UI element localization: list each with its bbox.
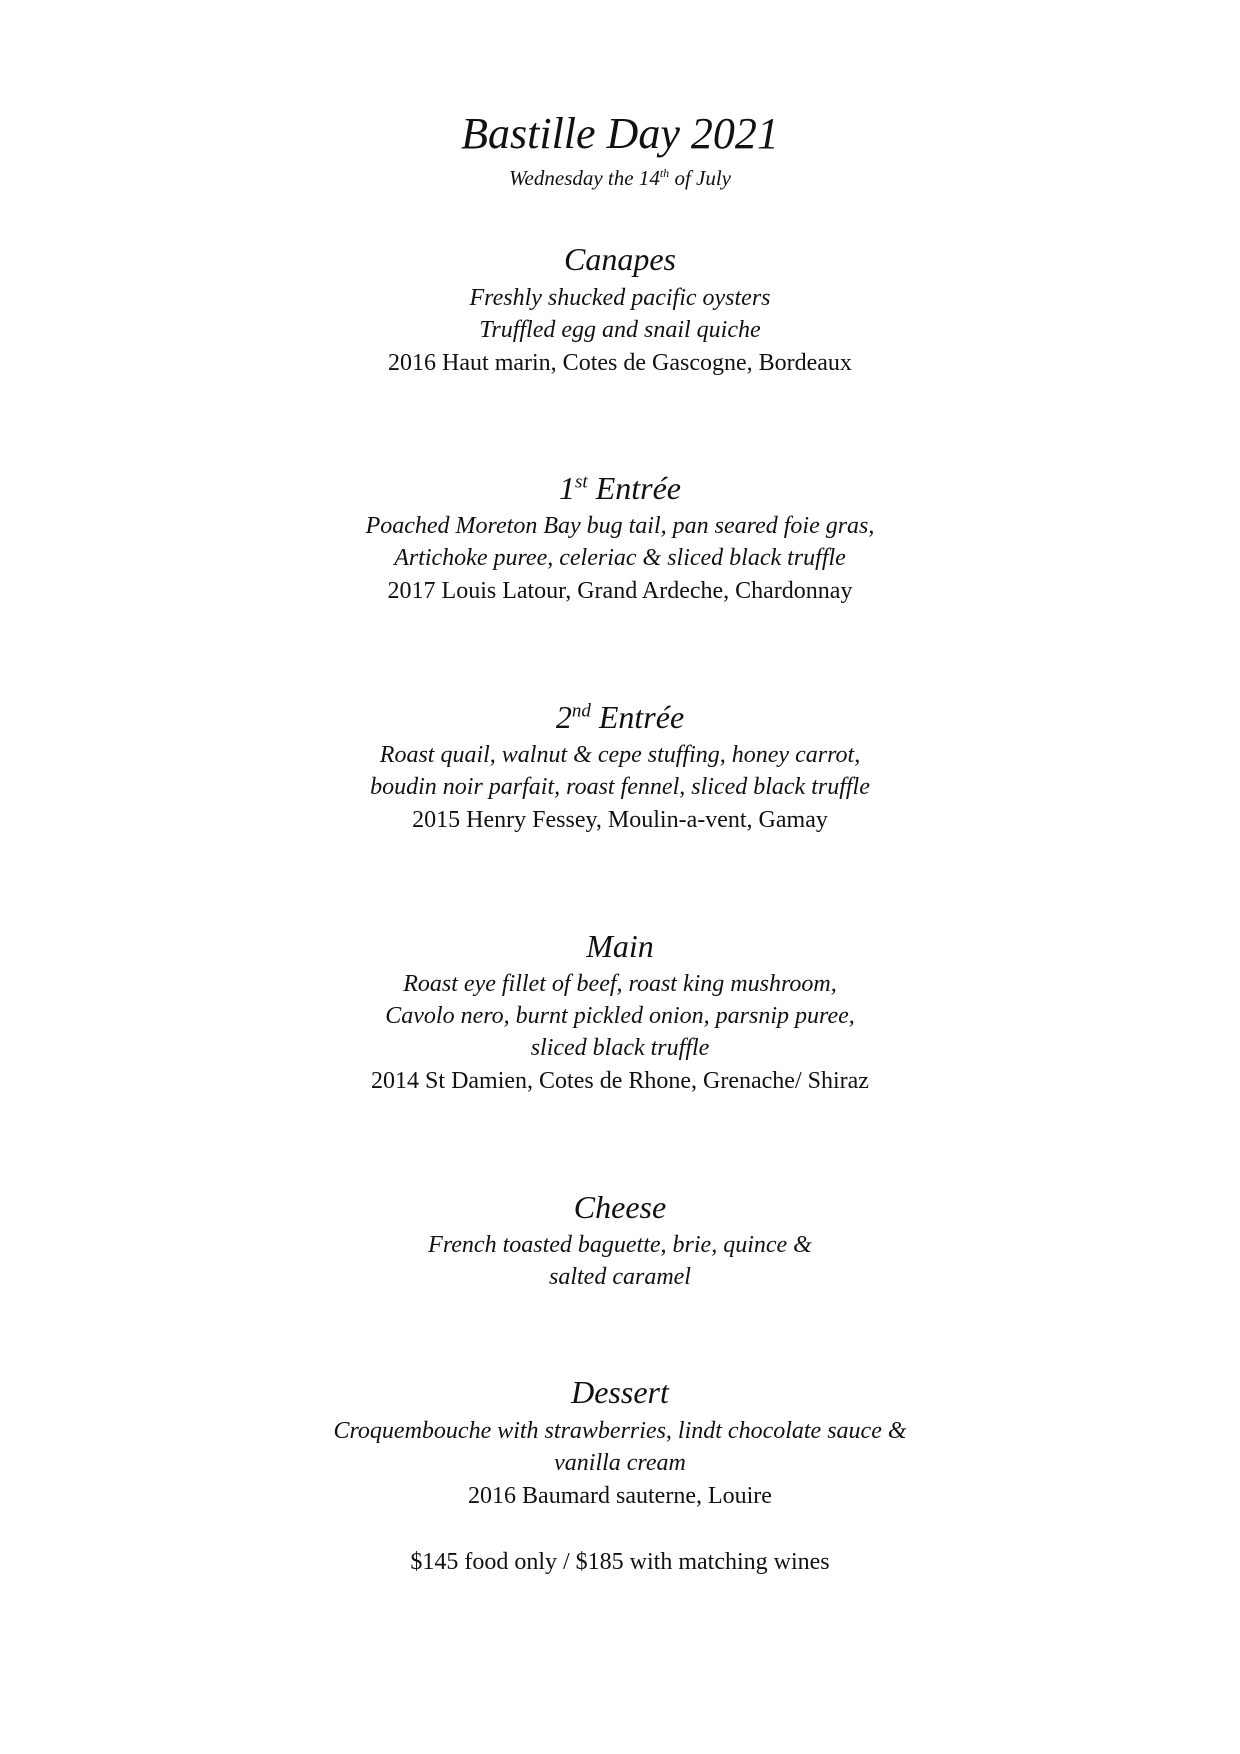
wine-pairing: 2016 Baumard sauterne, Louire [468,1483,772,1509]
dish-line: Freshly shucked pacific oysters [469,285,771,311]
dish-line: Truffled egg and snail quiche [479,317,761,343]
date-month: of July [669,166,731,190]
wine-pairing: 2014 St Damien, Cotes de Rhone, Grenache/ Shiraz [371,1068,869,1094]
page-title: Bastille Day 2021 [461,109,779,158]
heading-text: Entrée [590,699,685,735]
course-heading-entree-2 [0,701,1240,733]
event-date [0,168,1240,189]
dish-line: salted caramel [549,1264,691,1290]
wine-pairing: 2015 Henry Fessey, Moulin-a-vent, Gamay [412,807,828,833]
pricing: $145 food only / $185 with matching wines [410,1549,830,1575]
date-text: Wednesday the 14 [508,166,660,190]
wine-pairing: 2016 Haut marin, Cotes de Gascogne, Bordeaux [388,350,852,376]
course-heading-canapes: Canapes [564,241,676,277]
date-suffix: th [659,166,670,180]
course-heading-main: Main [586,928,654,964]
dish-line: French toasted baguette, brie, quince & [428,1232,812,1258]
heading-number: 2 [555,699,572,735]
dish-line: sliced black truffle [530,1035,710,1061]
dish-line: vanilla cream [554,1450,686,1476]
course-heading-dessert: Dessert [571,1374,669,1410]
dish-line: Artichoke puree, celeriac & sliced black truffle [394,545,846,571]
heading-suffix: nd [571,700,591,722]
heading-number: 1 [559,470,575,506]
heading-text: Entrée [587,470,681,506]
dish-line: Roast quail, walnut & cepe stuffing, honey carrot, [379,742,861,768]
heading-suffix: st [575,471,588,493]
wine-pairing: 2017 Louis Latour, Grand Ardeche, Chardonnay [387,578,853,604]
course-heading-cheese: Cheese [573,1189,667,1225]
course-heading-entree-1 [0,472,1240,504]
dish-line: Croquembouche with strawberries, lindt chocolate sauce & [333,1418,907,1444]
dish-line: Cavolo nero, burnt pickled onion, parsnip puree, [385,1003,855,1029]
dish-line: Roast eye fillet of beef, roast king mushroom, [403,971,837,997]
dish-line: Poached Moreton Bay bug tail, pan seared foie gras, [365,513,875,539]
dish-line: boudin noir parfait, roast fennel, sliced black truffle [370,774,870,800]
